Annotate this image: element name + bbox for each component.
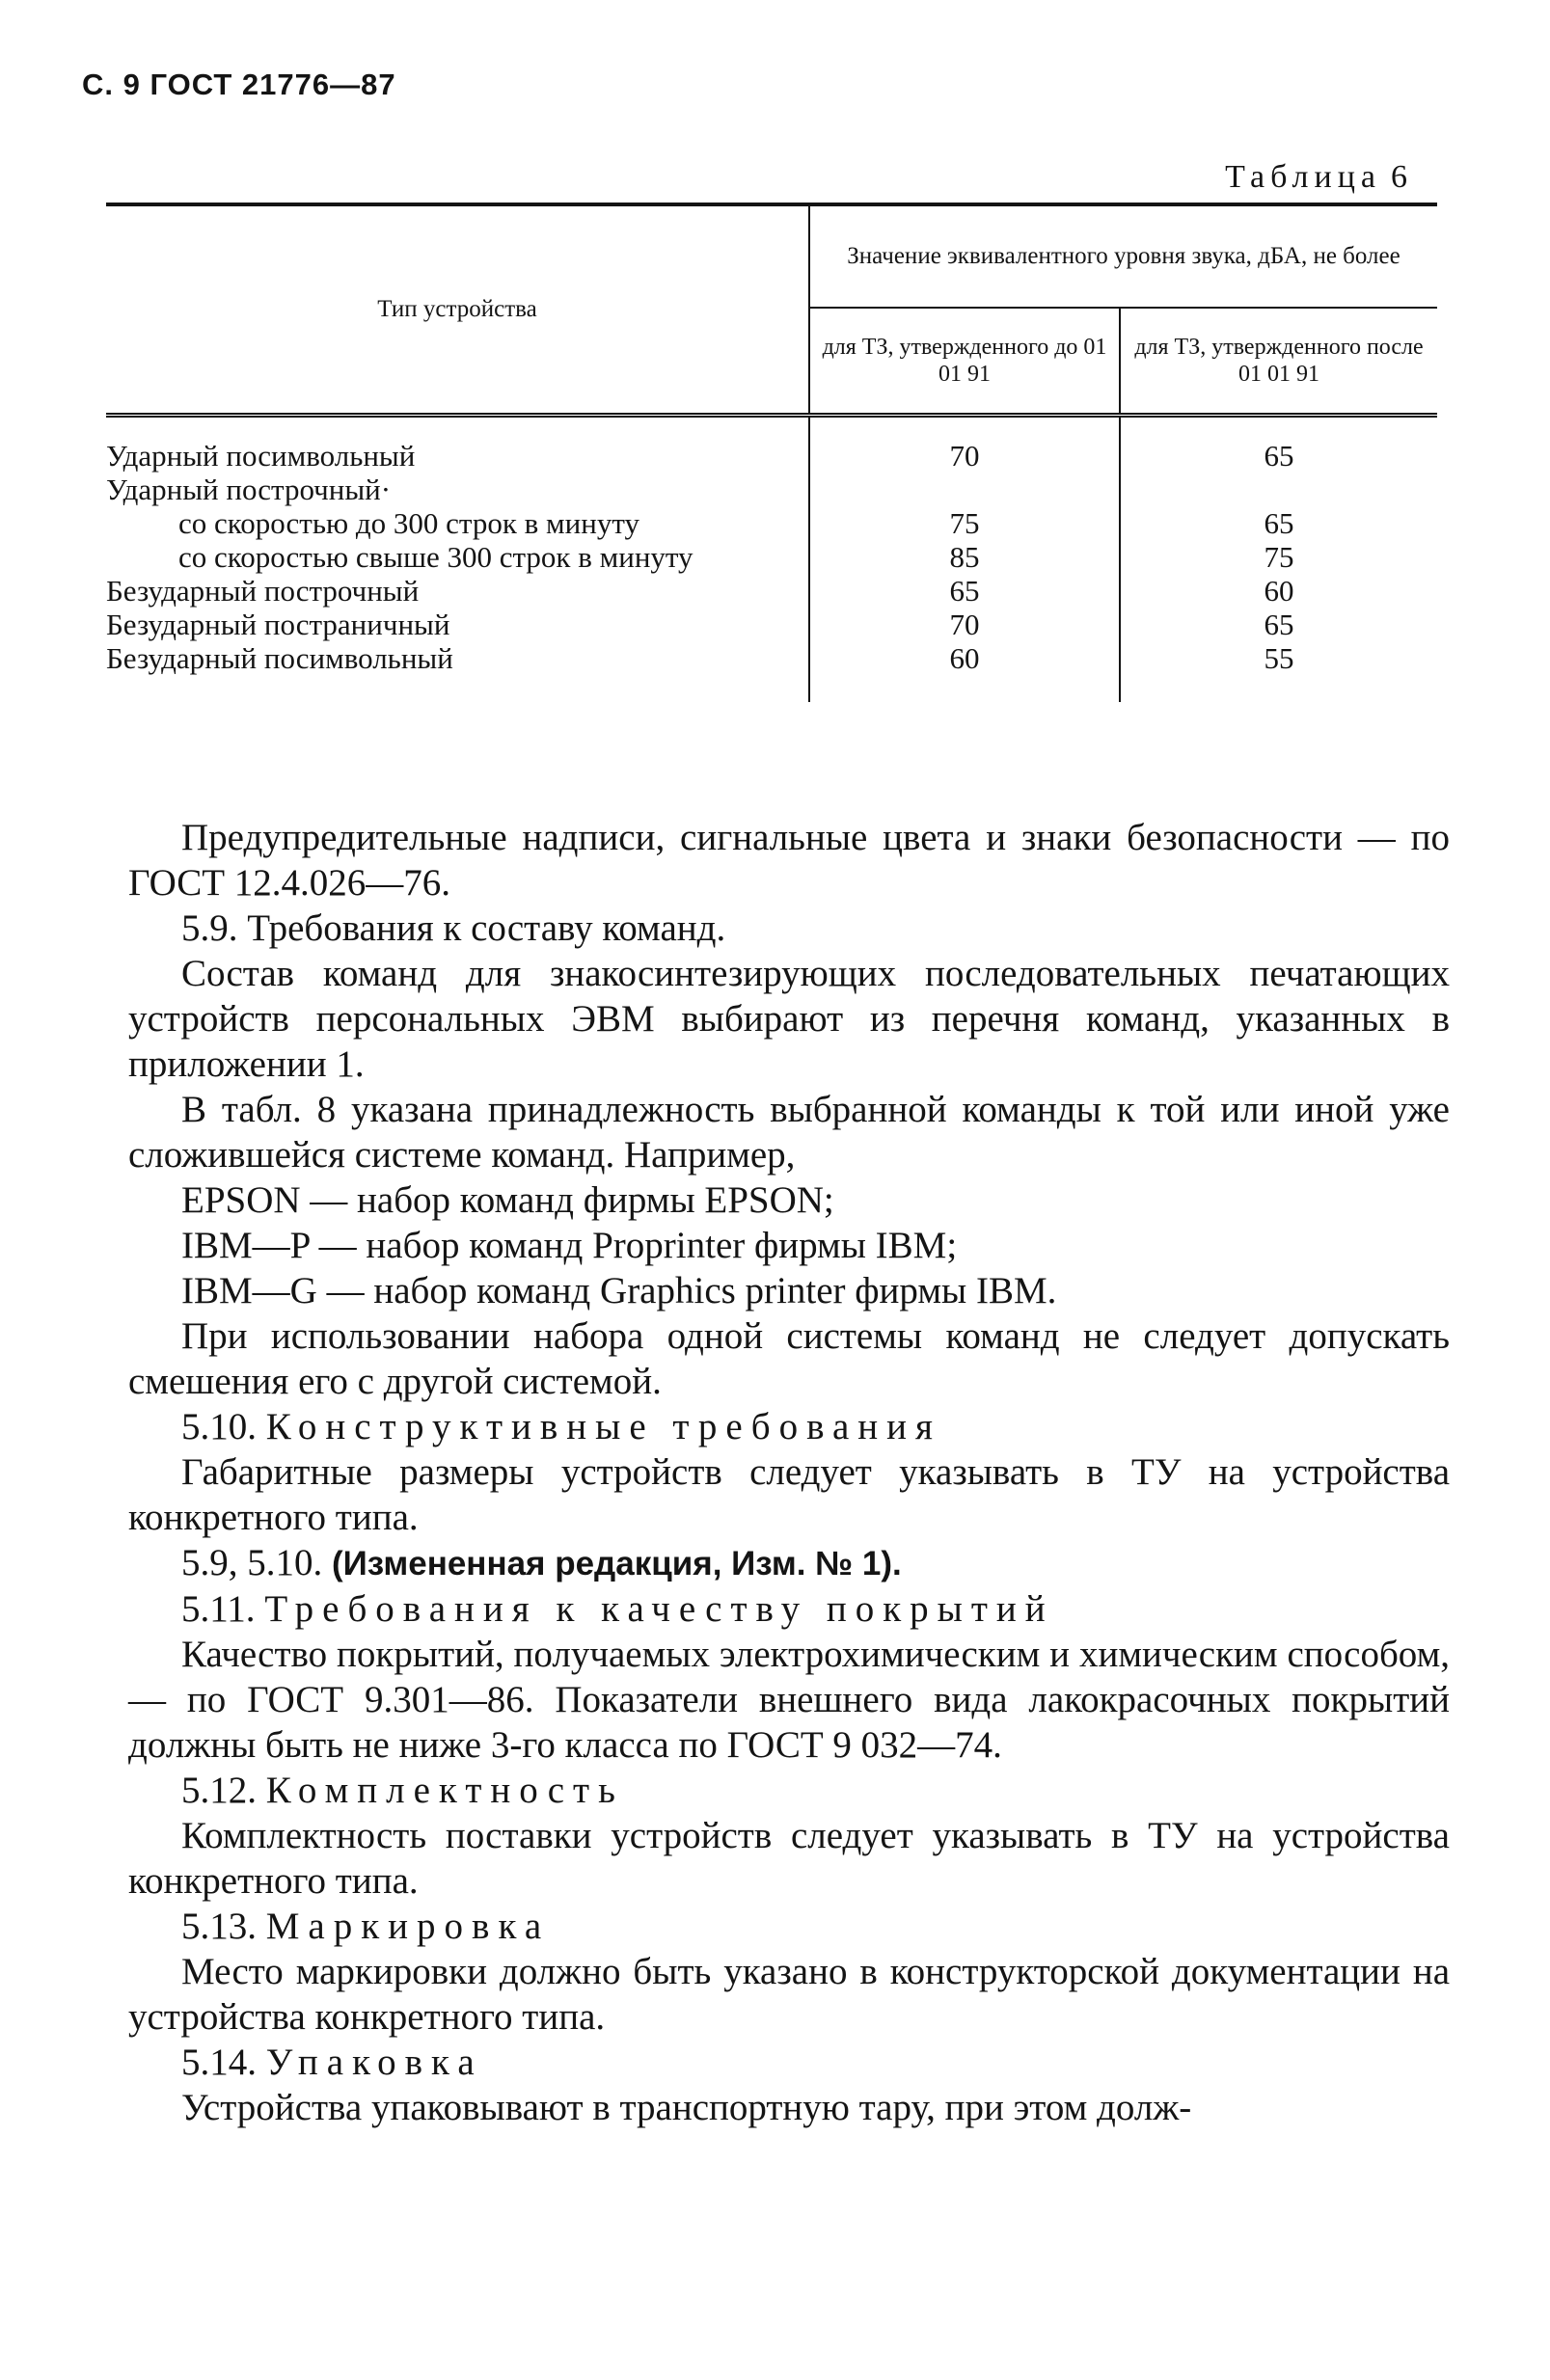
- value-before-cell: 70: [809, 608, 1120, 641]
- value-before-cell: [809, 540, 1120, 574]
- section-5-12-title: Комплектность: [265, 1770, 624, 1811]
- value-after-cell: 60: [1120, 574, 1437, 608]
- value-before-cell: 70: [809, 416, 1120, 473]
- section-5-10-title: Конструктивные требования: [265, 1406, 941, 1447]
- table-caption-word: Таблица: [1225, 159, 1381, 195]
- paragraph-dimensions: Габаритные размеры устройств следует указывать в ТУ на устройства конкретного типа.: [128, 1451, 1450, 1538]
- value-after-cell: [1120, 540, 1437, 574]
- value-after-text: 65: [1264, 506, 1294, 540]
- paragraph-no-mixing: При использовании набора одной системы команд не следует допускать смешения его с другой системой.: [128, 1315, 1450, 1402]
- value-before-cell: [809, 506, 1120, 540]
- table-row: [106, 416, 1437, 473]
- amendment-sections: 5.9, 5.10.: [181, 1542, 323, 1583]
- table-caption-number: 6: [1391, 159, 1407, 195]
- device-type-cell: Безударный посимвольный: [106, 641, 453, 675]
- section-5-14-heading: [128, 2040, 1450, 2085]
- paragraph-packaging: Устройства упаковывают в транспортную тару, при этом долж-: [181, 2087, 1192, 2128]
- table-caption: [1225, 159, 1407, 196]
- paragraph-completeness: Комплектность поставки устройств следует указывать в ТУ на устройства конкретного типа.: [128, 1815, 1450, 1902]
- paragraph-coatings: Качество покрытий, получаемых электрохимическим и химическим способом, — по ГОСТ 9.301—86. Показатели внешнего вида лакокрасочных покрытий должны быть не ниже 3-го класса по ГОСТ 9 032—74.: [128, 1634, 1450, 1766]
- section-5-10-heading: [128, 1404, 1450, 1449]
- column-header-after-date: для ТЗ, утвержденного после 01 01 91: [1120, 308, 1437, 416]
- value-after-text: 75: [1264, 540, 1294, 574]
- section-5-12-number: 5.12.: [181, 1770, 257, 1811]
- body-text: [128, 815, 1450, 2130]
- section-5-14-title: Упаковка: [265, 2042, 483, 2083]
- table-row: [106, 641, 1437, 702]
- noise-level-table: [106, 203, 1437, 702]
- value-before-text: 75: [949, 506, 980, 540]
- device-type-cell: Безударный постраничный: [106, 608, 450, 641]
- section-5-11-title: Требования к качеству покрытий: [264, 1588, 1054, 1630]
- section-5-10-number: 5.10.: [181, 1406, 257, 1447]
- column-header-device-type: Тип устройства: [106, 204, 809, 416]
- section-5-13-title: Маркировка: [265, 1906, 551, 1947]
- value-after-cell: [1120, 506, 1437, 540]
- paragraph-safety-signs: Предупредительные надписи, сигнальные цвета и знаки безопасности — по ГОСТ 12.4.026—76.: [128, 817, 1450, 904]
- amendment-text: (Измененная редакция, Изм. № 1).: [332, 1545, 902, 1582]
- paragraph-marking: Место маркировки должно быть указано в конструкторской документации на устройства конкретного типа.: [128, 1951, 1450, 2038]
- paragraph-command-set: Состав команд для знакосинтезирующих последовательных печатающих устройств персональных ЭВМ выбирают из перечня команд, указанных в приложении 1.: [128, 953, 1450, 1085]
- value-after-cell: 55: [1120, 641, 1437, 702]
- table-row: [106, 473, 1437, 506]
- table-row: [106, 608, 1437, 641]
- page-header: С. 9 ГОСТ 21776—87: [82, 68, 396, 101]
- column-header-before-date: для ТЗ, утвержденного до 01 01 91: [809, 308, 1120, 416]
- list-item-ibm-g: IBM—G — набор команд Graphics printer фирмы IBM.: [181, 1270, 1057, 1312]
- value-before-cell: 65: [809, 574, 1120, 608]
- device-type-cell: со скоростью свыше 300 строк в минуту: [178, 540, 693, 574]
- column-header-sound-level: Значение эквивалентного уровня звука, дБА, не более: [809, 204, 1437, 308]
- list-item-ibm-p: IBM—P — набор команд Proprinter фирмы IBM;: [181, 1225, 958, 1266]
- device-type-cell: Ударный посимвольный: [106, 439, 416, 473]
- value-after-cell: 65: [1120, 416, 1437, 473]
- table-row: [106, 574, 1437, 608]
- value-before-text: 85: [949, 540, 980, 574]
- section-5-12-heading: [128, 1768, 1450, 1813]
- list-item-epson: EPSON — набор команд фирмы EPSON;: [181, 1179, 834, 1221]
- table-row: [106, 540, 1437, 574]
- paragraph-table-8: В табл. 8 указана принадлежность выбранной команды к той или иной уже сложившейся системе команд. Например,: [128, 1089, 1450, 1176]
- section-5-11-number: 5.11.: [181, 1588, 256, 1630]
- table-row: [106, 506, 1437, 540]
- value-after-cell: [1120, 473, 1437, 506]
- device-type-cell: со скоростью до 300 строк в минуту: [178, 506, 639, 540]
- section-5-11-heading: [128, 1586, 1450, 1632]
- section-5-13-number: 5.13.: [181, 1906, 257, 1947]
- amendment-note: [128, 1540, 1450, 1586]
- section-5-13-heading: [128, 1904, 1450, 1949]
- device-type-cell: Ударный построчный·: [106, 473, 392, 506]
- value-before-cell: 60: [809, 641, 1120, 702]
- device-type-cell: Безударный построчный: [106, 574, 420, 608]
- value-before-cell: [809, 473, 1120, 506]
- section-5-14-number: 5.14.: [181, 2042, 257, 2083]
- section-5-9-heading: 5.9. Требования к составу команд.: [181, 907, 726, 949]
- value-after-cell: 65: [1120, 608, 1437, 641]
